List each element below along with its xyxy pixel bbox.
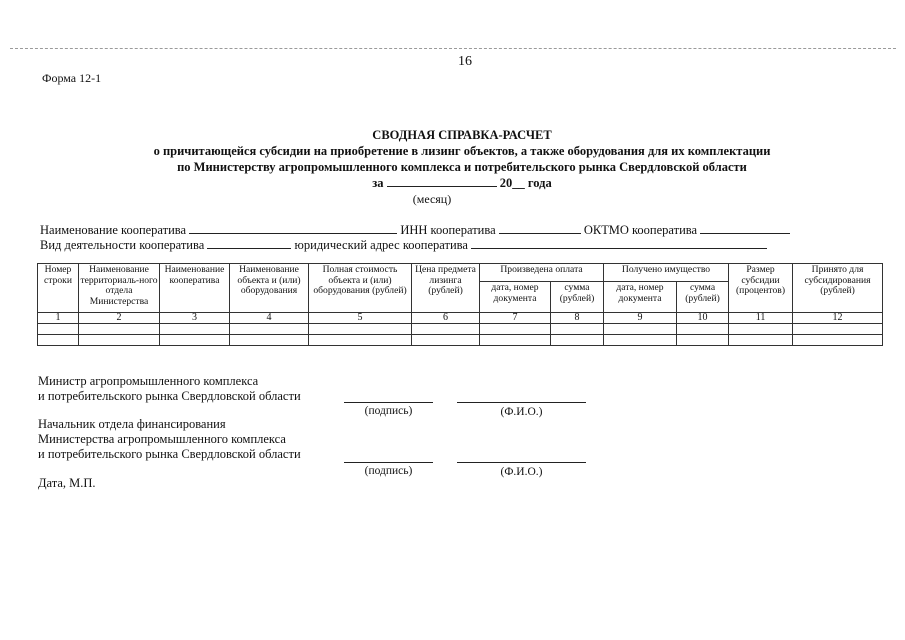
header-territorial-unit: Наименование территориаль-ного отдела Министерства — [79, 264, 160, 313]
header-subsidy-size: Размер субсидии (процентов) — [729, 264, 793, 313]
period-line — [100, 175, 824, 191]
period-year: 20__ года — [499, 176, 552, 190]
column-number: 8 — [551, 313, 604, 324]
finance-head-signature-line — [344, 462, 433, 463]
finance-head-title-line-2: Министерства агропромышленного комплекса — [38, 432, 286, 446]
table-cell[interactable] — [604, 335, 677, 346]
column-number: 12 — [793, 313, 883, 324]
table-cell[interactable] — [551, 324, 604, 335]
table-row — [38, 335, 883, 346]
coop-name-blank — [189, 222, 397, 234]
table-cell[interactable] — [793, 335, 883, 346]
table-cell[interactable] — [793, 324, 883, 335]
form-label: Форма 12-1 — [42, 71, 102, 85]
minister-name-line — [457, 402, 586, 403]
header-payment-sum: сумма (рублей) — [551, 282, 604, 313]
table-cell[interactable] — [309, 324, 412, 335]
column-number: 6 — [412, 313, 480, 324]
column-number: 3 — [160, 313, 230, 324]
document-subtitle-1: о причитающейся субсидии на приобретение в лизинг объектов, а также оборудования для их комплектации — [153, 144, 771, 158]
oktmo-label: ОКТМО кооператива — [583, 223, 698, 237]
column-number: 9 — [604, 313, 677, 324]
column-number: 11 — [729, 313, 793, 324]
finance-head-title-line-1: Начальник отдела финансирования — [38, 417, 226, 431]
month-caption: (месяц) — [412, 192, 452, 206]
column-number: 10 — [677, 313, 729, 324]
table-cell[interactable] — [160, 335, 230, 346]
table-cell[interactable] — [160, 324, 230, 335]
title-block — [100, 127, 824, 207]
month-blank — [387, 175, 497, 187]
column-number: 7 — [480, 313, 551, 324]
header-payment-date: дата, номер документа — [480, 282, 551, 313]
minister-title-line-2: и потребительского рынка Свердловской области — [38, 389, 301, 403]
finance-head-name-caption: (Ф.И.О.) — [500, 466, 543, 478]
table-cell[interactable] — [38, 335, 79, 346]
table-cell[interactable] — [79, 335, 160, 346]
table-cell[interactable] — [480, 324, 551, 335]
address-blank — [471, 237, 767, 249]
minister-title-line-1: Министр агропромышленного комплекса — [38, 374, 259, 388]
header-received-date: дата, номер документа — [604, 282, 677, 313]
fields-row-1 — [40, 222, 790, 237]
inn-label: ИНН кооператива — [400, 223, 496, 237]
table-cell[interactable] — [551, 335, 604, 346]
column-number: 2 — [79, 313, 160, 324]
column-number-row — [38, 313, 883, 324]
header-cooperative: Наименование кооператива — [160, 264, 230, 313]
calculation-table — [37, 263, 883, 346]
activity-blank — [207, 237, 291, 249]
table-cell[interactable] — [677, 324, 729, 335]
address-label: юридический адрес кооператива — [294, 238, 468, 252]
table-row — [38, 324, 883, 335]
header-accepted: Принято для субсидирования (рублей) — [793, 264, 883, 313]
table-cell[interactable] — [480, 335, 551, 346]
header-object: Наименование объекта и (или) оборудования — [230, 264, 309, 313]
inn-blank — [499, 222, 581, 234]
period-prefix: за — [372, 176, 384, 190]
minister-name-caption: (Ф.И.О.) — [500, 406, 543, 418]
finance-head-title-line-3: и потребительского рынка Свердловской области — [38, 447, 301, 461]
column-number: 4 — [230, 313, 309, 324]
finance-head-title — [38, 417, 301, 462]
activity-label: Вид деятельности кооператива — [40, 238, 205, 252]
header-received-group: Получено имущество — [604, 264, 729, 282]
minister-title — [38, 374, 301, 404]
column-number: 5 — [309, 313, 412, 324]
minister-signature-line — [344, 402, 433, 403]
table-cell[interactable] — [309, 335, 412, 346]
fields-row-2 — [40, 237, 790, 252]
header-payment-group: Произведена оплата — [480, 264, 604, 282]
header-row-number: Номер строки — [38, 264, 79, 313]
table-cell[interactable] — [677, 335, 729, 346]
header-received-sum: сумма (рублей) — [677, 282, 729, 313]
table-cell[interactable] — [79, 324, 160, 335]
header-full-cost: Полная стоимость объекта и (или) оборудования (рублей) — [309, 264, 412, 313]
column-number: 1 — [38, 313, 79, 324]
table-cell[interactable] — [412, 324, 480, 335]
finance-head-signature-caption: (подпись) — [364, 465, 413, 477]
coop-name-label: Наименование кооператива — [40, 223, 187, 237]
document-subtitle-2: по Министерству агропромышленного комплекса и потребительского рынка Свердловской области — [177, 160, 747, 174]
top-dashed-rule — [10, 48, 896, 49]
table-cell[interactable] — [729, 324, 793, 335]
header-leasing-price: Цена предмета лизинга (рублей) — [412, 264, 480, 313]
table-cell[interactable] — [729, 335, 793, 346]
finance-head-name-line — [457, 462, 586, 463]
date-stamp-label: Дата, М.П. — [38, 476, 96, 490]
table-cell[interactable] — [230, 335, 309, 346]
minister-signature-caption: (подпись) — [364, 405, 413, 417]
table-cell[interactable] — [38, 324, 79, 335]
document-title: СВОДНАЯ СПРАВКА-РАСЧЕТ — [372, 128, 552, 142]
oktmo-blank — [700, 222, 790, 234]
table-cell[interactable] — [230, 324, 309, 335]
table-cell[interactable] — [412, 335, 480, 346]
page-number: 16 — [458, 54, 472, 69]
table-cell[interactable] — [604, 324, 677, 335]
cooperative-fields — [40, 222, 790, 252]
